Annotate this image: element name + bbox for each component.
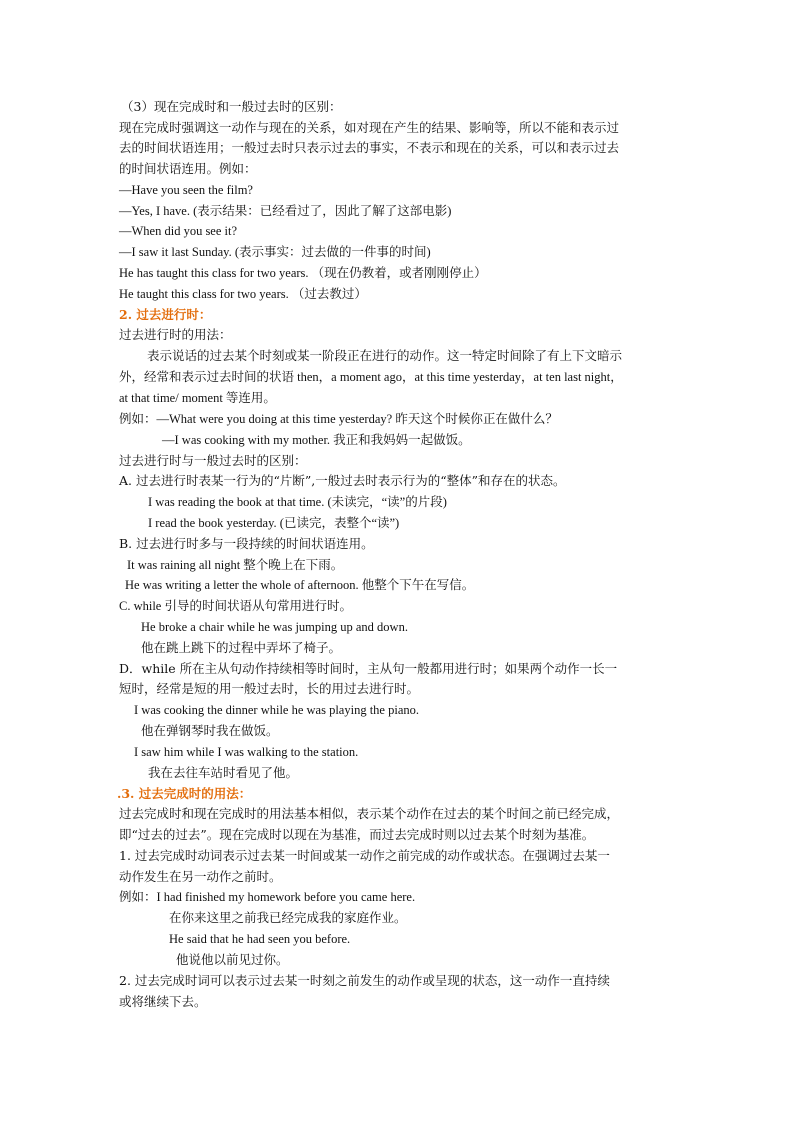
section1-example-3: —When did you see it?: [119, 224, 238, 238]
section1-para-line-3: 的时间状语连用。例如：: [119, 161, 257, 176]
section2-point-c-example-1: He broke a chair while he was jumping up and down.: [141, 620, 408, 634]
section1-example-2: —Yes, I have. (表示结果：已经看过了，因此了解了这部电影): [119, 204, 452, 218]
section2-point-d-example-1: I was cooking the dinner while he was playing the piano.: [134, 703, 419, 717]
section1-title: （3）现在完成时和一般过去时的区别：: [121, 99, 342, 114]
section3-example-1: 例如：I had finished my homework before you came here.: [119, 890, 416, 904]
section1-para-line-1: 现在完成时强调这一动作与现在的关系，如对现在产生的结果、影响等，所以不能和表示过: [119, 120, 620, 135]
section2-point-d-line-2: 短时，经常是短的用一般过去时，长的用过去进行时。: [119, 681, 420, 696]
section1-example-5: He has taught this class for two years. （现在仍教着，或者刚刚停止）: [119, 266, 487, 280]
section3-para-line-1: 过去完成时和现在完成时的用法基本相似，表示某个动作在过去的某个时间之前已经完成，: [119, 806, 620, 821]
section2-point-a-example-1: I was reading the book at that time. (未读完，“读”的片段): [148, 495, 447, 509]
section2-usage-line-1: 表示说话的过去某个时刻或某一阶段正在进行的动作。这一特定时间除了有上下文暗示: [147, 348, 623, 363]
section2-point-d-line-1: D．while 所在主从句动作持续相等时间时，主从句一般都用进行时；如果两个动作一长一: [119, 661, 618, 676]
section1-para-line-2: 去的时间状语连用；一般过去时只表示过去的事实，不表示和现在的关系，可以和表示过去: [119, 140, 620, 155]
section2-point-d-example-4: 我在去往车站时看见了他。: [148, 765, 299, 780]
section1-example-4: —I saw it last Sunday. (表示事实：过去做的一件事的时间): [119, 245, 431, 259]
section3-example-4: 他说他以前见过你。: [176, 952, 289, 967]
section2-example-1: 例如：—What were you doing at this time yesterday? 昨天这个时候你正在做什么？: [119, 412, 558, 426]
section2-point-c-example-2: 他在跳上跳下的过程中弄坏了椅子。: [141, 640, 342, 655]
section2-point-b: B. 过去进行时多与一段持续的时间状语连用。: [119, 536, 374, 551]
section1-example-6: He taught this class for two years. （过去教过）: [119, 287, 367, 301]
section3-point-1-line-2: 动作发生在另一动作之前时。: [119, 869, 282, 884]
section2-point-c: C. while 引导的时间状语从句常用进行时。: [119, 599, 352, 613]
section2-point-b-example-2: He was writing a letter the whole of afternoon. 他整个下午在写信。: [125, 578, 475, 592]
section2-example-2: —I was cooking with my mother. 我正和我妈妈一起做饭。: [162, 433, 471, 447]
section3-para-line-2: 即“过去的过去”。现在完成时以现在为基准，而过去完成时则以过去某个时刻为基准。: [119, 827, 595, 842]
section3-example-2: 在你来这里之前我已经完成我的家庭作业。: [169, 910, 407, 925]
section2-point-b-example-1: It was raining all night 整个晚上在下雨。: [127, 558, 344, 572]
section3-heading: .3. 过去完成时的用法：: [117, 786, 252, 801]
section2-point-a: A. 过去进行时表某一行为的“片断”,一般过去时表示行为的“整体”和存在的状态。: [119, 473, 566, 488]
section3-point-1-line-1: 1. 过去完成时动词表示过去某一时间或某一动作之前完成的动作或状态。在强调过去某一: [119, 848, 610, 863]
section2-point-d-example-2: 他在弹钢琴时我在做饭。: [141, 723, 279, 738]
section2-point-d-example-3: I saw him while I was walking to the station.: [134, 745, 359, 759]
section2-usage-line-3: at that time/ moment 等连用。: [119, 391, 276, 405]
section2-heading: 2. 过去进行时：: [119, 307, 212, 322]
section2-point-a-example-2: I read the book yesterday. (已读完，表整个“读”): [148, 516, 400, 530]
section2-usage-line-2: 外，经常和表示过去时间的状语 then，a moment ago，at this time yesterday，at ten last night，: [119, 370, 623, 384]
section3-point-2-line-2: 或将继续下去。: [119, 994, 207, 1009]
section3-point-2-line-1: 2. 过去完成时词可以表示过去某一时刻之前发生的动作或呈现的状态，这一动作一直持续: [119, 973, 610, 988]
section3-example-3: He said that he had seen you before.: [169, 932, 351, 946]
section2-diff-title: 过去进行时与一般过去时的区别：: [119, 453, 307, 468]
section2-usage-title: 过去进行时的用法：: [119, 327, 232, 342]
section1-example-1: —Have you seen the film?: [119, 183, 253, 197]
